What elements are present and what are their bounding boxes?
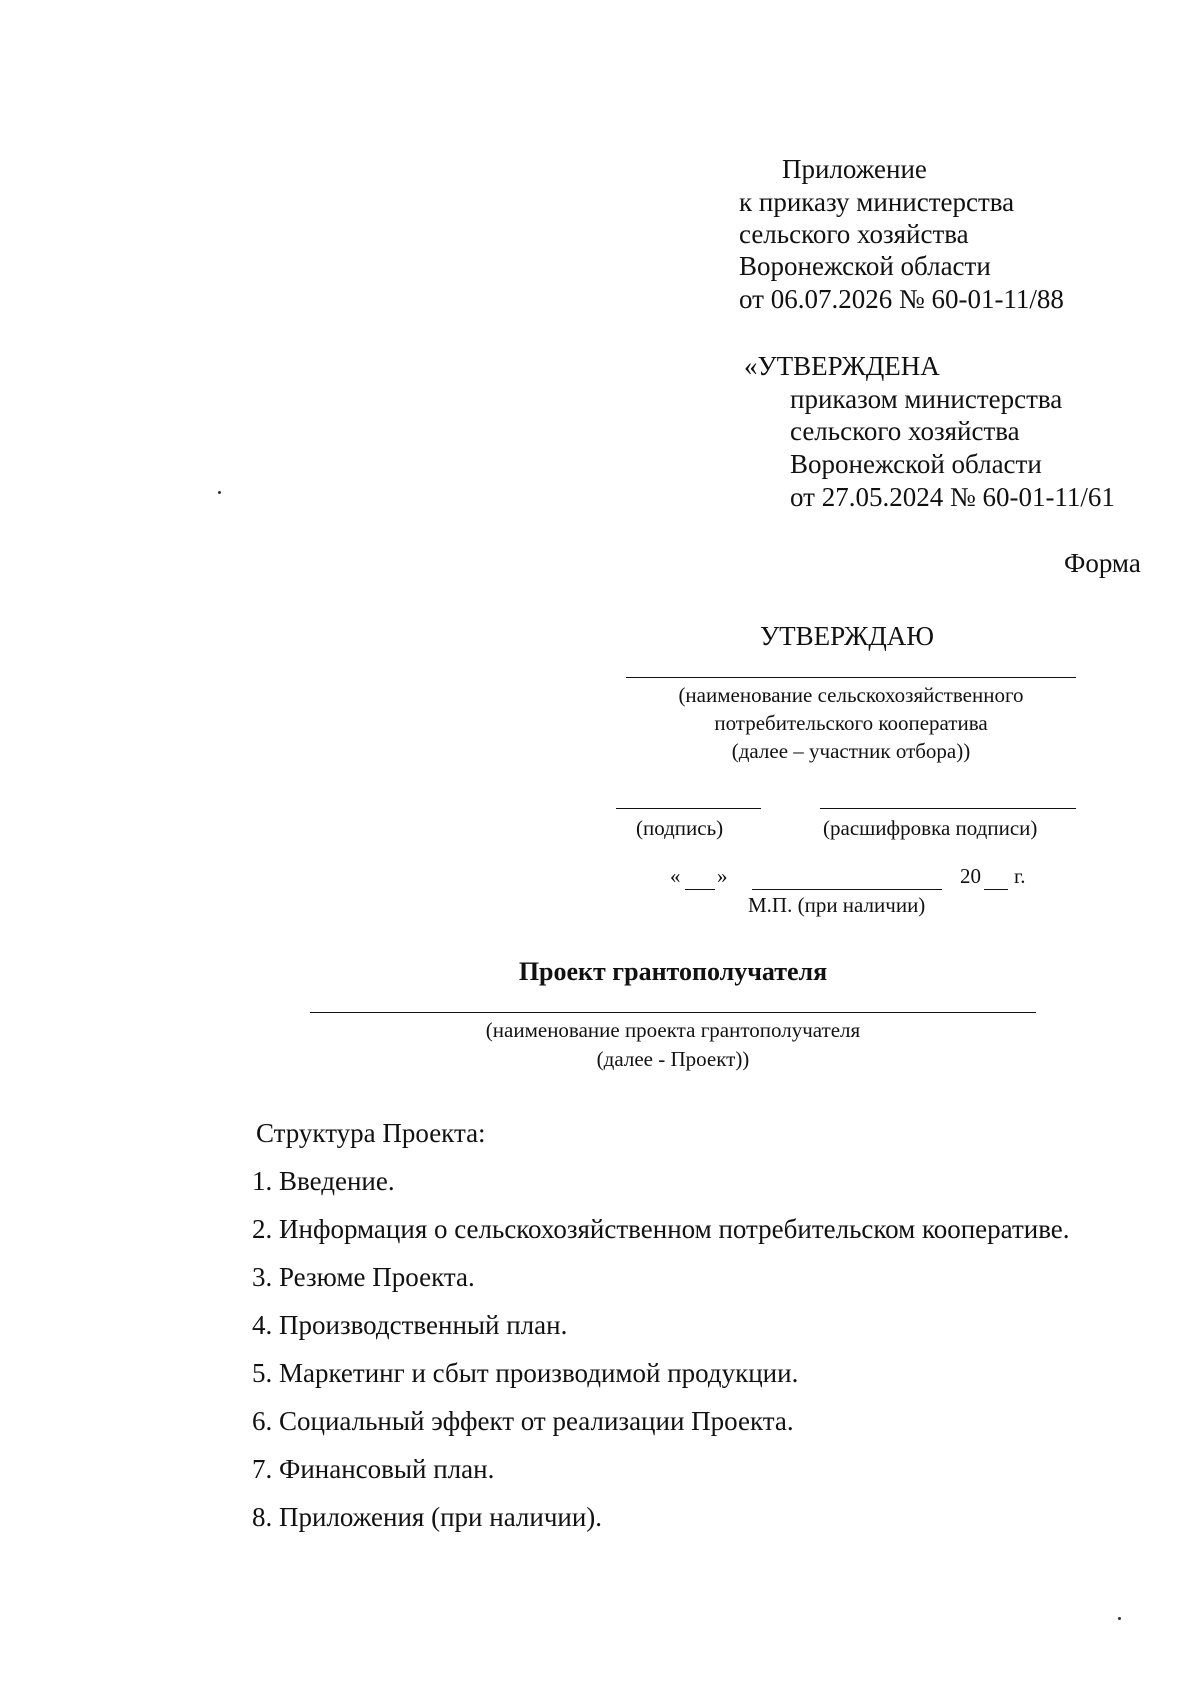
project-title: Проект грантополучателя	[518, 957, 828, 986]
date-open-quote: «	[670, 864, 681, 888]
signature-decoding-line	[820, 808, 1076, 809]
stamp-caption: М.П. (при наличии)	[748, 893, 926, 917]
date-year-prefix: 20	[960, 864, 981, 888]
signature-decoding-caption: (расшифровка подписи)	[823, 816, 1038, 840]
list-item: 6. Социальный эффект от реализации Проекта.	[252, 1406, 794, 1436]
date-close-quote: »	[717, 864, 728, 888]
org-caption-3: (далее – участник отбора))	[731, 739, 971, 763]
appendix-line-5: от 06.07.2026 № 60-01-11/88	[739, 284, 1064, 314]
date-month-line	[752, 889, 942, 890]
project-caption-1: (наименование проекта грантополучателя	[485, 1018, 861, 1042]
date-day-line	[685, 889, 715, 890]
project-name-line	[310, 1012, 1036, 1013]
appendix-line-4: Воронежской области	[739, 251, 991, 281]
list-item: 3. Резюме Проекта.	[252, 1262, 475, 1292]
list-item: 7. Финансовый план.	[252, 1454, 495, 1484]
list-item: 8. Приложения (при наличии).	[252, 1502, 603, 1532]
appendix-line-3: сельского хозяйства	[739, 219, 969, 249]
approved-line-1: «УТВЕРЖДЕНА	[744, 351, 940, 381]
organization-name-line	[626, 677, 1076, 678]
signature-caption: (подпись)	[636, 816, 724, 840]
org-caption-1: (наименование сельскохозяйственного	[678, 683, 1024, 707]
org-caption-2: потребительского кооператива	[714, 711, 988, 735]
date-year-suffix: г.	[1014, 864, 1026, 888]
date-year-line	[984, 889, 1008, 890]
appendix-line-2: к приказу министерства	[739, 187, 1015, 217]
signature-line	[616, 808, 761, 809]
approved-line-4: Воронежской области	[790, 449, 1042, 479]
approve-heading: УТВЕРЖДАЮ	[760, 621, 935, 651]
list-item: 5. Маркетинг и сбыт производимой продукции.	[252, 1358, 799, 1388]
approved-line-5: от 27.05.2024 № 60-01-11/61	[790, 482, 1115, 512]
approved-line-2: приказом министерства	[790, 384, 1063, 414]
project-caption-2: (далее - Проект))	[596, 1047, 750, 1071]
list-item: 2. Информация о сельскохозяйственном потребительском кооперативе.	[252, 1214, 1070, 1244]
structure-heading: Структура Проекта:	[256, 1118, 486, 1148]
list-item: 1. Введение.	[252, 1166, 395, 1196]
form-label: Форма	[1064, 548, 1141, 578]
approved-line-3: сельского хозяйства	[790, 416, 1020, 446]
scan-speck	[218, 491, 221, 494]
scan-speck	[1118, 1617, 1121, 1620]
list-item: 4. Производственный план.	[252, 1310, 568, 1340]
appendix-line-1: Приложение	[782, 154, 927, 184]
